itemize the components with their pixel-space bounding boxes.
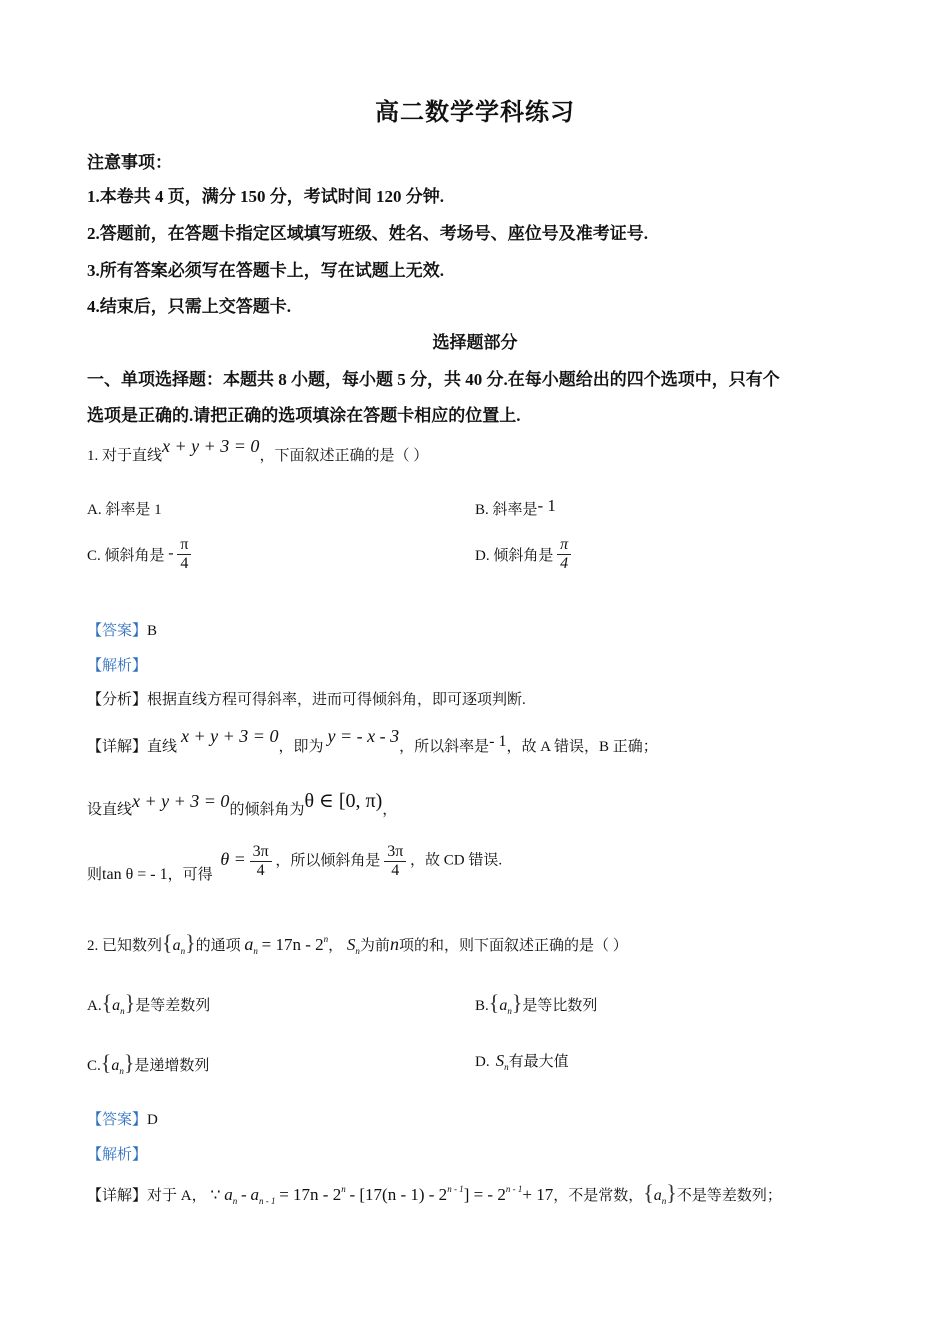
q2-detail-text: 对于 A， [147,1188,207,1204]
q1-option-d-den: 4 [560,554,569,572]
q1-option-d-fraction [557,536,571,572]
q2-expr: - [17(n - 1) - 2 [349,1185,448,1204]
q1-detail-text: 设直线 [87,802,133,818]
q2-n: n [389,934,399,954]
q2-seq-sub: n [119,1066,124,1076]
q1-option-d-label: D. 倾斜角是 [475,547,554,564]
notice-item-2: 2.答题前，在答题卡指定区域填写班级、姓名、考场号、座位号及准考证号. [87,224,648,243]
q2-seq: a [111,1057,120,1074]
q1-stem [87,436,429,465]
q1-answer-tag: 【答案】 [87,623,148,639]
q1-detail-text: ，即为 [278,739,324,755]
q2-expr-sup: n - 1 [447,1184,464,1194]
q2-formula: = 17n - 2 [261,935,324,954]
q2-option-c-label: C. [87,1058,101,1074]
q2-because-symbol: ∵ [210,1187,221,1204]
q2-option-b-label: B. [475,998,489,1014]
q2-seq: a [112,997,121,1014]
q1-option-c-fraction [177,536,191,572]
q1-option-a: A. 斜率是 1 [87,502,162,518]
q2-seq-sub: n [180,946,186,956]
q1-suffix: ，下面叙述正确的是（ ） [259,448,429,464]
notice-item-3: 3.所有答案必须写在答题卡上，写在试题上无效. [87,261,444,280]
section-instruction-1: 一、单项选择题：本题共 8 小题，每小题 5 分，共 40 分.在每小题给出的四个选项中，只有个 [87,370,780,389]
q2-option-d-label: D. [475,1054,490,1070]
q2-option-b: $B.\{a_n\}$是等比数列 [475,990,598,1016]
q1-fenxi-text: 根据直线方程可得斜率，进而可得倾斜角，即可逐项判断. [147,692,526,708]
q2-seq: a [653,1187,662,1204]
q1-option-b-label: B. 斜率是 [475,502,538,518]
q2-answer-tag: 【答案】 [87,1112,148,1128]
q1-fenxi-tag: 【分析】 [87,692,148,708]
q1-answer [87,619,157,640]
q1-detail-text: 则 [87,866,103,883]
page-title: 高二数学学科练习 [375,100,575,126]
notice-item-4: 4.结束后，只需上交答题卡. [87,297,291,316]
q2-an: a [244,934,254,954]
q1-detail-eq1: x + y + 3 = 0 [181,726,279,746]
q2-sn-sub: n [355,946,360,956]
q2-text: 的通项 [195,938,241,954]
q2-expr: = 17n - 2 [279,1185,342,1204]
q1-detail-theta-range: θ ∈ [0, π) [304,790,383,812]
q1-detail-text: ，故 A 错误，B 正确； [506,739,658,755]
q2-detail-line-1: 【详解】对于 A， ∵ $a_n - a_{n - 1} = 17n - 2^n - [17(n - 1) - 2^{n - 1}]$ = - $2^{n - 1}+ 17$，不是常数，$\{a_n\}$不是等差数列； [87,1180,782,1206]
q2-stem: 2. 已知数列$\{a_n\}$的通项 $a_n = 17n - 2^n$， $S_n$为前n项的和，则下面叙述正确的是（ ） [87,930,628,956]
q1-detail-frac-num: 3π [384,843,406,862]
q2-seq-sub: n [507,1006,512,1016]
q2-option-a: $A.\{a_n\}$是等差数列 [87,990,211,1016]
q1-detail-slope: - 1 [489,733,507,750]
q1-detail-tag: 【详解】 [87,739,148,755]
q1-answer-value: B [147,623,158,639]
q2-seq-sub: n [120,1006,125,1016]
q1-detail-frac-num: 3π [250,843,272,862]
q2-prefix: 2. 已知数列 [87,938,163,954]
q2-an-sub: n [232,1196,238,1206]
q1-prefix: 1. 对于直线 [87,448,163,464]
q1-detail-frac-den: 4 [391,861,400,879]
q2-seq-sub: n [661,1196,667,1206]
q1-option-c [87,536,191,572]
q2-option-c: $C.\{a_n\}$是递增数列 [87,1050,210,1076]
q2-an1-sub: n - 1 [258,1196,276,1206]
q2-option-b-text: 是等比数列 [522,998,598,1014]
q1-detail-text: ， [382,802,398,818]
q2-expr: ] = - 2 [463,1185,506,1204]
q2-sn: S [346,935,356,954]
q1-detail-tan: tan θ = - 1 [102,865,168,883]
q2-answer-value: D [147,1112,158,1128]
q1-detail-frac-den: 4 [256,861,265,879]
q1-detail-text: 的倾斜角为 [229,802,305,818]
q1-detail-text: ，故 CD 错误. [410,852,503,869]
q1-equation: x + y + 3 = 0 [162,436,260,456]
q2-text: 为前 [359,938,390,954]
q1-detail-line-2 [87,790,398,820]
q2-option-d [475,1050,569,1071]
q1-option-d-num: π [557,536,571,555]
q1-detail-theta-eq: θ = [220,848,246,869]
q2-an1: a [250,1185,259,1204]
q1-fenxi [87,688,526,709]
q2-sn: S [495,1051,505,1070]
q2-text: ， [328,938,344,954]
q1-option-c-sign: - [168,544,174,562]
q2-option-a-text: 是等差数列 [135,998,211,1014]
q1-detail-text: ，可得 [167,866,213,883]
q2-sn-sub: n [504,1062,509,1072]
q1-detail-line-3 [87,843,503,883]
q2-option-d-text: 有最大值 [508,1054,569,1070]
q1-option-b-value: - 1 [537,496,556,515]
q2-expr-sup: n [341,1184,346,1194]
q1-option-c-label: C. 倾斜角是 [87,547,165,564]
q2-option-c-text: 是递增数列 [134,1058,210,1074]
section-title: 选择题部分 [432,333,518,352]
q1-option-d [475,536,571,572]
q2-analysis-tag: 【解析】 [87,1147,148,1163]
q2-an: a [224,1185,233,1204]
q2-detail-text: 不是等差数列； [676,1188,782,1204]
q1-option-c-den: 4 [177,554,191,573]
q1-detail-text: ，所以斜率是 [399,739,490,755]
q2-detail-tag: 【详解】 [87,1188,148,1204]
q2-expr-sup: n - 1 [505,1184,523,1194]
notice-heading: 注意事项： [87,153,172,172]
q2-an-sub: n [253,946,258,956]
q1-analysis-tag: 【解析】 [87,658,148,674]
q2-suffix: 项的和，则下面叙述正确的是（ ） [398,938,628,954]
q2-detail-text: ，不是常数， [553,1188,644,1204]
q1-option-b [475,498,556,519]
q1-detail-fraction [250,843,272,879]
q2-expr: + 17 [522,1185,554,1204]
q2-formula-sup: n [323,934,329,944]
q1-detail-text: 直线 [147,739,178,755]
q1-detail-line-1 [87,726,658,756]
q1-detail-eq3: x + y + 3 = 0 [132,791,230,811]
q2-seq: a [499,997,508,1014]
q2-option-a-label: A. [87,998,102,1014]
q2-seq: a [172,937,181,954]
q1-option-c-num: π [180,536,189,553]
q1-detail-text: ，所以倾斜角是 [275,852,381,869]
q1-detail-eq2: y = - x - 3 [327,726,400,746]
section-instruction-2: 选项是正确的.请把正确的选项填涂在答题卡相应的位置上. [87,406,521,425]
q2-answer [87,1108,158,1129]
notice-item-1: 1.本卷共 4 页，满分 150 分，考试时间 120 分钟. [87,187,444,206]
q1-detail-fraction-2 [384,843,406,879]
